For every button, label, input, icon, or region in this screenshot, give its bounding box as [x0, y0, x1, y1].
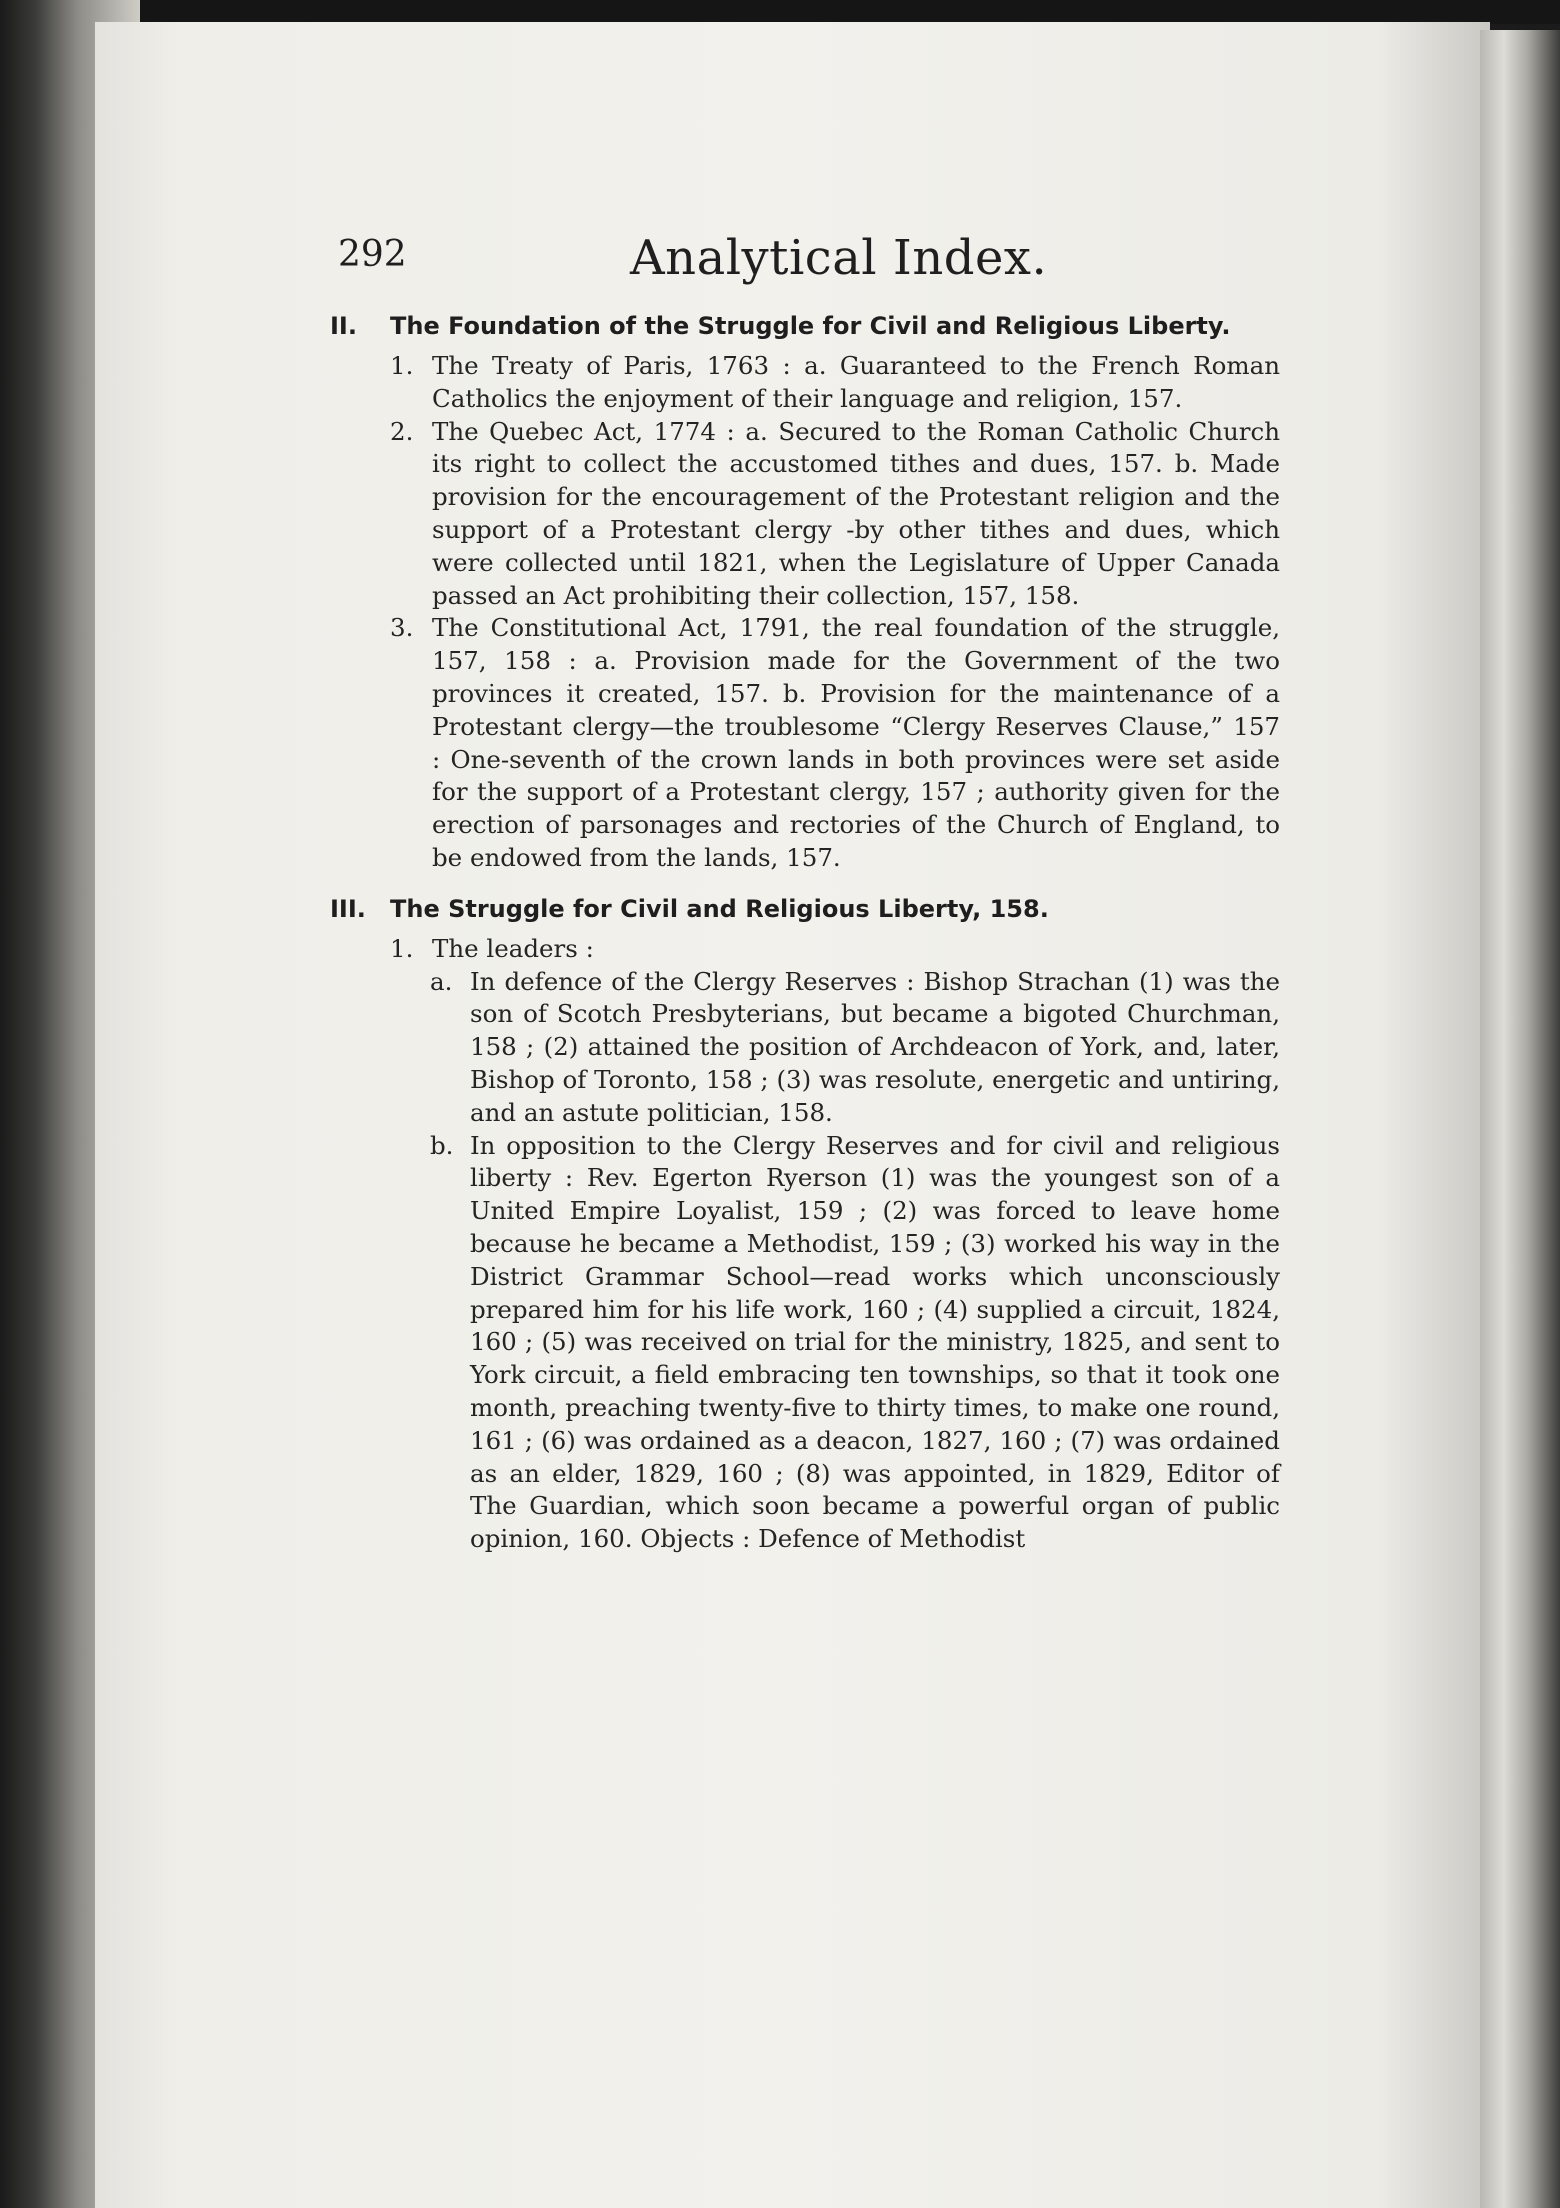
- item-text: The leaders :: [432, 933, 594, 963]
- item-text: The Treaty of Paris, 1763 : a. Guaranteed to the French Roman Catholics the enjoyment of their language and religion, 157.: [432, 351, 1280, 413]
- book-edge-right: [1480, 30, 1560, 2208]
- index-item: [330, 416, 1280, 613]
- item-number: 2.: [390, 416, 414, 446]
- section-numeral: III.: [330, 894, 366, 923]
- index-item: [330, 350, 1280, 416]
- section-heading-iii: [330, 893, 1280, 925]
- section-numeral: II.: [330, 312, 357, 340]
- item-number: 1.: [390, 933, 414, 963]
- index-item: [330, 933, 1280, 966]
- running-head: [330, 230, 1280, 310]
- item-text: The Constitutional Act, 1791, the real foundation of the struggle, 157, 158 : a. Provision made for the Government of the two provinces it created, 157. b. Provision for the maintenance of a Protestant clergy—the troublesome “Clergy Reserves Clause,” 157 : One-seventh of the crown lands in both provinces were set aside for the support of a Protestant clergy, 157 ; authority given for the erection of parsonages and rectories of the Church of England, to be endowed from the lands, 157.: [432, 613, 1280, 872]
- sub-item-text: In defence of the Clergy Reserves : Bishop Strachan (1) was the son of Scotch Presbyterians, but became a bigoted Churchman, 158 ; (2) attained the position of Archdeacon of York, and, later, Bishop of Toronto, 158 ; (3) was resolute, energetic and untiring, and an astute politician, 158.: [470, 966, 1280, 1127]
- index-sub-item: [330, 966, 1280, 1130]
- page-content: [330, 230, 1280, 1556]
- item-number: 1.: [390, 351, 414, 380]
- item-text: The Quebec Act, 1774 : a. Secured to the Roman Catholic Church its right to collect the accustomed tithes and dues, 157. b. Made provision for the encouragement of the Protestant religion and the support of a Protestant clergy -by other tithes and dues, which were collected until 1821, when the Legislature of Upper Canada passed an Act prohibiting their collection, 157, 158.: [432, 416, 1280, 610]
- section-heading-text: The Foundation of the Struggle for Civil and Religious Liberty.: [390, 312, 1231, 340]
- index-item: [330, 612, 1280, 874]
- section-heading-ii: [330, 310, 1280, 342]
- index-sub-item: [330, 1130, 1280, 1556]
- item-number: 3.: [390, 613, 414, 643]
- page-number: 292: [338, 234, 407, 275]
- sub-item-letter: a.: [430, 966, 453, 996]
- section-heading-text: The Struggle for Civil and Religious Liberty, 158.: [390, 894, 1049, 923]
- sub-item-letter: b.: [430, 1130, 454, 1160]
- section-gap: [330, 875, 1280, 893]
- sub-item-text: In opposition to the Clergy Reserves and for civil and religious liberty : Rev. Egerton Ryerson (1) was the youngest son of a United Empire Loyalist, 159 ; (2) was forced to leave home because he became a Methodist, 159 ; (3) worked his way in the District Grammar School—read works which unconsciously prepared him for his life work, 160 ; (4) supplied a circuit, 1824, 160 ; (5) was received on trial for the ministry, 1825, and sent to York circuit, a field embracing ten townships, so that it took one month, preaching twenty-five to thirty times, to make one round, 161 ; (6) was ordained as a deacon, 1827, 160 ; (7) was ordained as an elder, 1829, 160 ; (8) was appointed, in 1829, Editor of The Guardian, which soon became a powerful organ of public opinion, 160. Objects : Defence of Methodist: [470, 1130, 1280, 1554]
- scan-top-shadow: [0, 0, 1560, 24]
- page-title: Analytical Index.: [630, 230, 1048, 286]
